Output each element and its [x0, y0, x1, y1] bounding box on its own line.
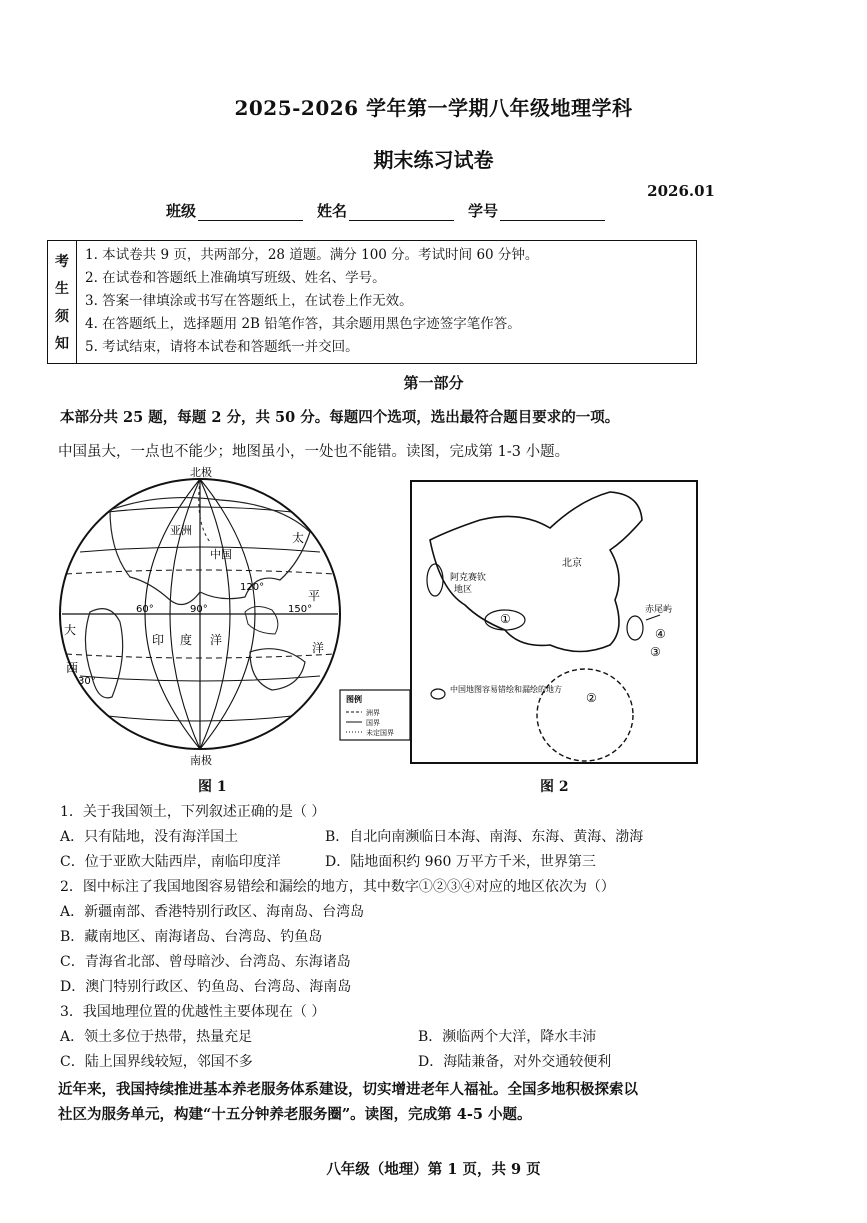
fig1-legend-item: 洲界	[366, 709, 380, 717]
question-lead-2-line1: 近年来，我国持续推进基本养老服务体系建设，切实增进老年人福祉。全国多地积极探索以	[58, 1081, 638, 1098]
fig1-degree-90: 90°	[190, 604, 208, 615]
question-2-option-a[interactable]: A．新疆南部、香港特别行政区、海南岛、台湾岛	[60, 904, 365, 920]
fig2-beijing-label: 北京	[562, 558, 582, 569]
class-field[interactable]: 班级	[166, 200, 303, 221]
page-footer: 八年级（地理）第 1 页，共 9 页	[326, 1161, 541, 1178]
question-1-option-d[interactable]: D．陆地面积约 960 万平方千米，世界第三	[325, 854, 596, 870]
name-field[interactable]: 姓名	[317, 200, 454, 221]
question-lead-1: 中国虽大，一点也不能少；地图虽小，一处也不能错。读图，完成第 1-3 小题。	[58, 444, 570, 460]
fig1-degree-60: 60°	[136, 604, 154, 615]
fig2-legend-text: 中国地图容易错绘和漏绘的地方	[450, 685, 562, 694]
figure2-caption: 图 2	[540, 779, 569, 795]
question-2-option-d[interactable]: D．澳门特别行政区、钓鱼岛、台湾岛、海南岛	[60, 979, 352, 995]
question-3-option-b[interactable]: B．濒临两个大洋，降水丰沛	[418, 1029, 597, 1045]
fig2-diqu-label: 地区	[454, 585, 473, 595]
fig1-du-label: 度	[180, 633, 193, 647]
fig2-akesai-label: 阿克赛钦	[450, 573, 487, 583]
fig1-ocean-label: 洋	[210, 633, 223, 647]
notice-item: 1. 本试卷共 9 页，共两部分，28 道题。满分 100 分。考试时间 60 分钟。	[85, 247, 539, 263]
fig1-da-label: 大	[64, 623, 77, 637]
question-3-option-a[interactable]: A．领土多位于热带，热量充足	[60, 1029, 253, 1045]
student-id-field[interactable]: 学号	[468, 200, 605, 221]
fig2-chiwei-label: 赤尾屿	[645, 605, 673, 615]
notice-items	[77, 241, 696, 363]
question-2-stem: 2．图中标注了我国地图容易错绘和漏绘的地方，其中数字①②③④对应的地区依次为（）	[60, 879, 615, 895]
fig1-china-label: 中国	[210, 548, 232, 561]
notice-item: 2. 在试卷和答题纸上准确填写班级、姓名、学号。	[85, 270, 386, 286]
question-1-option-a[interactable]: A．只有陆地，没有海洋国土	[60, 829, 239, 845]
fig2-num-4: ④	[655, 627, 666, 641]
question-1-option-b[interactable]: B．自北向南濒临日本海、南海、东海、黄海、渤海	[325, 829, 644, 845]
fig1-asia-label: 亚洲	[170, 524, 192, 537]
fig1-legend-item: 未定国界	[366, 729, 394, 737]
fig1-india-label: 印	[152, 633, 165, 647]
figure1-globe-map	[50, 462, 415, 767]
section-intro: 本部分共 25 题，每题 2 分，共 50 分。每题四个选项，选出最符合题目要求的一项。	[60, 409, 620, 426]
fig1-degree-150: 150°	[288, 604, 313, 615]
question-1-option-c[interactable]: C．位于亚欧大陆西岸，南临印度洋	[60, 854, 281, 870]
exam-title: 2025-2026 学年第一学期八年级地理学科	[234, 96, 633, 120]
fig1-legend-item: 国界	[366, 719, 380, 727]
fig1-legend-title: 图例	[346, 695, 362, 704]
question-3-option-d[interactable]: D．海陆兼备，对外交通较便利	[418, 1054, 612, 1070]
exam-date: 2026.01	[647, 182, 715, 200]
fig1-xi-label: 西	[66, 661, 79, 675]
fig1-degree-120: 120°	[240, 582, 265, 593]
fig1-tai-label: 太	[292, 531, 305, 545]
question-2-option-c[interactable]: C．青海省北部、曾母暗沙、台湾岛、东海诸岛	[60, 954, 351, 970]
fig1-degree-30: 30°	[78, 676, 96, 687]
question-lead-2-line2: 社区为服务单元，构建“十五分钟养老服务圈”。读图，完成第 4-5 小题。	[58, 1106, 532, 1123]
fig2-num-1: ①	[500, 612, 511, 626]
question-1-stem: 1．关于我国领土，下列叙述正确的是（ ）	[60, 804, 326, 820]
exam-notice-box	[47, 240, 697, 364]
question-3-stem: 3．我国地理位置的优越性主要体现在（ ）	[60, 1004, 326, 1020]
fig1-north-label: 北极	[190, 466, 212, 479]
notice-item: 3. 答案一律填涂或书写在答题纸上，在试卷上作无效。	[85, 293, 413, 309]
fig2-num-2: ②	[586, 691, 597, 705]
question-2-option-b[interactable]: B．藏南地区、南海诸岛、台湾岛、钓鱼岛	[60, 929, 323, 945]
exam-subtitle: 期末练习试卷	[373, 148, 494, 172]
student-info-fields	[166, 200, 605, 221]
fig1-yang-label: 洋	[312, 641, 325, 655]
figure1-caption: 图 1	[198, 779, 227, 795]
notice-item: 5. 考试结束，请将本试卷和答题纸一并交回。	[85, 339, 359, 355]
fig2-num-3: ③	[650, 645, 661, 659]
fig1-ping-label: 平	[308, 589, 321, 603]
question-3-option-c[interactable]: C．陆上国界线较短，邻国不多	[60, 1054, 253, 1070]
fig1-south-label: 南极	[190, 754, 212, 767]
notice-side-label: 考 生 须 知	[48, 241, 77, 363]
section-heading: 第一部分	[403, 374, 464, 392]
notice-item: 4. 在答题纸上，选择题用 2B 铅笔作答，其余题用黑色字迹签字笔作答。	[85, 316, 521, 332]
figure2-china-map	[410, 480, 700, 766]
